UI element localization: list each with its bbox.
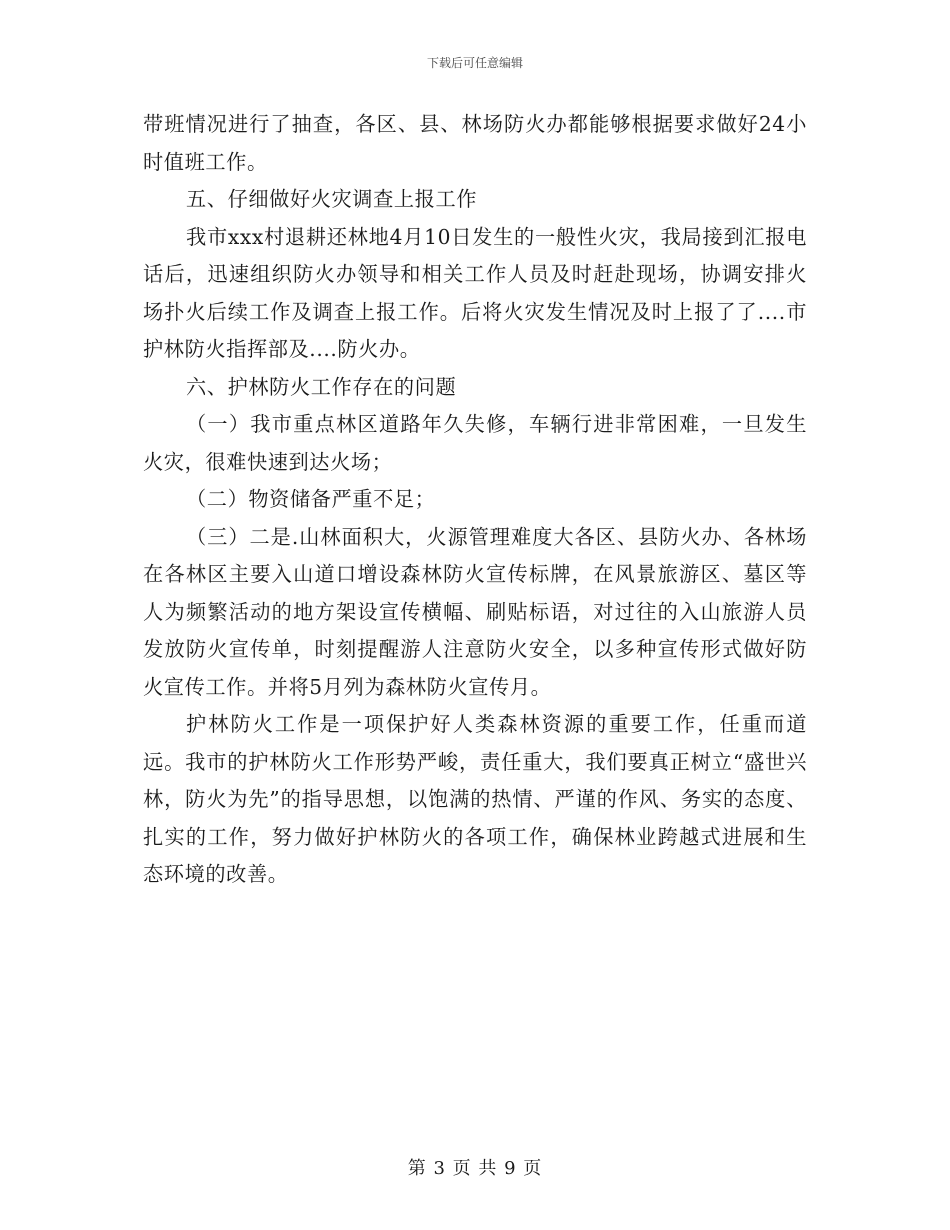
section-heading-six: 六、护林防火工作存在的问题 <box>186 374 457 399</box>
section-heading-five: 五、仔细做好火灾调查上报工作 <box>186 187 478 211</box>
document-body <box>143 106 807 894</box>
problem-item-two: （二）物资储备严重不足； <box>186 487 436 511</box>
header-note: 下载后可任意编辑 <box>426 56 523 70</box>
paragraph-conclusion: 护林防火工作是一项保护好人类森林资源的重要工作，任重而道远。我市的护林防火工作形势严峻，责任重大，我们要真正树立“盛世兴林，防火为先”的指导思想，以饱满的热情、严谨的作风、务实的态度、扎实的工作，努力做好护林防火的各项工作，确保林业跨越式进展和生态环境的改善。 <box>143 712 807 886</box>
paragraph-continuation: 带班情况进行了抽查，各区、县、林场防火办都能够根据要求做好24小时值班工作。 <box>143 112 807 174</box>
problem-item-three: （三）二是.山林面积大，火源管理难度大各区、县防火办、各林场在各林区主要入山道口增设森林防火宣传标牌，在风景旅游区、墓区等人为频繁活动的地方架设宣传横幅、刷贴标语，对过往的入山旅游人员发放防火宣传单，时刻提醒游人注意防火安全，以多种宣传形式做好防火宣传工作。并将5月列为森林防火宣传月。 <box>143 524 807 699</box>
problem-item-one: （一）我市重点林区道路年久失修，车辆行进非常困难，一旦发生火灾，很难快速到达火场； <box>143 412 807 474</box>
paragraph-fire-report: 我市xxx村退耕还林地4月10日发生的一般性火灾，我局接到汇报电话后，迅速组织防火办领导和相关工作人员及时赶赴现场，协调安排火场扑火后续工作及调查上报工作。后将火灾发生情况及时上报了了....市护林防火指挥部及....防火办。 <box>143 224 807 361</box>
page-number: 第 3 页 共 9 页 <box>407 1158 543 1179</box>
